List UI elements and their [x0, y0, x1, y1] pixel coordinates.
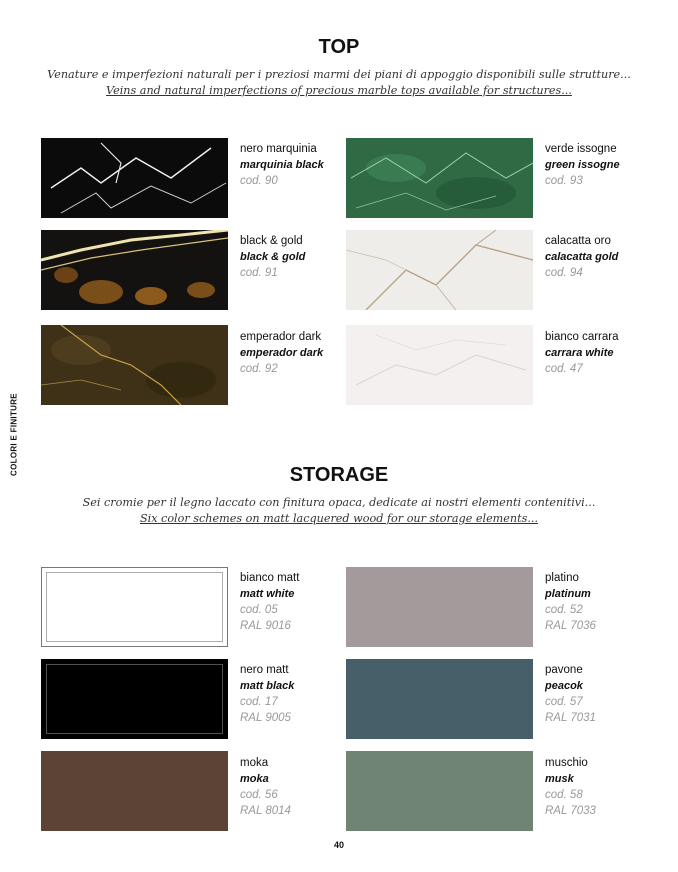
marble-swatch-bianco-carrara: [346, 325, 533, 405]
color-name: nero matt: [240, 664, 289, 676]
storage-section-title: STORAGE: [289, 464, 389, 486]
color-ral: RAL 9005: [240, 712, 291, 724]
color-label-moka: [240, 755, 291, 819]
color-swatch-moka: [41, 751, 228, 831]
marble-swatch-emperador-dark: [41, 325, 228, 405]
color-ral: RAL 8014: [240, 805, 291, 817]
color-swatch-pavone: [346, 659, 533, 739]
top-subtitle-it: Venature e imperfezioni naturali per i preziosi marmi dei piani di appoggio disponibili sulle strutture...: [47, 68, 631, 81]
color-ral: RAL 7033: [545, 805, 596, 817]
color-name: bianco matt: [240, 572, 300, 584]
side-section-label: COLORI E FINITURE: [9, 393, 19, 476]
page-number: 40: [333, 840, 344, 850]
top-section-title: TOP: [318, 36, 360, 58]
marble-code: cod. 91: [240, 267, 278, 279]
color-name: pavone: [545, 664, 583, 676]
marble-name-en: carrara white: [545, 347, 614, 359]
marble-name: emperador dark: [240, 331, 322, 343]
color-code: cod. 17: [240, 696, 278, 708]
color-name-en: platinum: [545, 588, 591, 600]
color-swatch-muschio: [346, 751, 533, 831]
color-swatch-nero-matt: [41, 659, 228, 739]
storage-subtitle-en: Six color schemes on matt lacquered wood for our storage elements...: [139, 512, 539, 525]
color-name-en: moka: [240, 773, 269, 785]
color-label-nero-matt: [240, 662, 294, 726]
color-label-pavone: [545, 662, 596, 726]
color-swatch-bianco-matt: [41, 567, 228, 647]
color-name: platino: [545, 572, 579, 584]
color-name-en: matt black: [240, 680, 295, 692]
marble-code: cod. 93: [545, 175, 583, 187]
marble-name-en: marquinia black: [240, 159, 324, 171]
color-name-en: matt white: [240, 588, 295, 600]
marble-swatch-black-gold: [41, 230, 228, 310]
color-code: cod. 56: [240, 789, 278, 801]
marble-label-verde-issogne: [545, 141, 620, 189]
color-code: cod. 58: [545, 789, 583, 801]
marble-name: verde issogne: [545, 143, 617, 155]
color-code: cod. 52: [545, 604, 583, 616]
color-label-platino: [545, 570, 596, 634]
color-swatch-platino: [346, 567, 533, 647]
marble-label-black-gold: [240, 233, 305, 281]
marble-name: calacatta oro: [545, 235, 611, 247]
marble-swatch-verde-issogne: [346, 138, 533, 218]
marble-name: nero marquinia: [240, 143, 317, 155]
color-ral: RAL 9016: [240, 620, 291, 632]
marble-name-en: emperador dark: [240, 347, 324, 359]
marble-label-emperador-dark: [240, 329, 323, 377]
marble-name: bianco carrara: [545, 331, 619, 343]
color-name: muschio: [545, 757, 588, 769]
marble-code: cod. 47: [545, 363, 583, 375]
storage-subtitle-it: Sei cromie per il legno laccato con finitura opaca, dedicate ai nostri elementi contenitivi...: [82, 496, 596, 509]
marble-code: cod. 94: [545, 267, 583, 279]
marble-code: cod. 90: [240, 175, 278, 187]
color-code: cod. 05: [240, 604, 278, 616]
color-name: moka: [240, 757, 269, 769]
color-label-muschio: [545, 755, 596, 819]
color-ral: RAL 7031: [545, 712, 596, 724]
top-subtitle-en: Veins and natural imperfections of precious marble tops available for structures...: [106, 84, 572, 97]
marble-swatch-nero-marquinia: [41, 138, 228, 218]
color-name-en: musk: [545, 773, 574, 785]
marble-name-en: calacatta gold: [545, 251, 619, 263]
marble-label-nero-marquinia: [240, 141, 324, 189]
color-label-bianco-matt: [240, 570, 299, 634]
color-code: cod. 57: [545, 696, 583, 708]
marble-name: black & gold: [240, 235, 303, 247]
marble-name-en: black & gold: [240, 251, 306, 263]
marble-label-calacatta-oro: [545, 233, 618, 281]
color-ral: RAL 7036: [545, 620, 596, 632]
color-name-en: peacok: [545, 680, 583, 692]
marble-swatch-calacatta-oro: [346, 230, 533, 310]
marble-name-en: green issogne: [545, 159, 620, 171]
marble-code: cod. 92: [240, 363, 278, 375]
marble-label-bianco-carrara: [545, 329, 619, 377]
